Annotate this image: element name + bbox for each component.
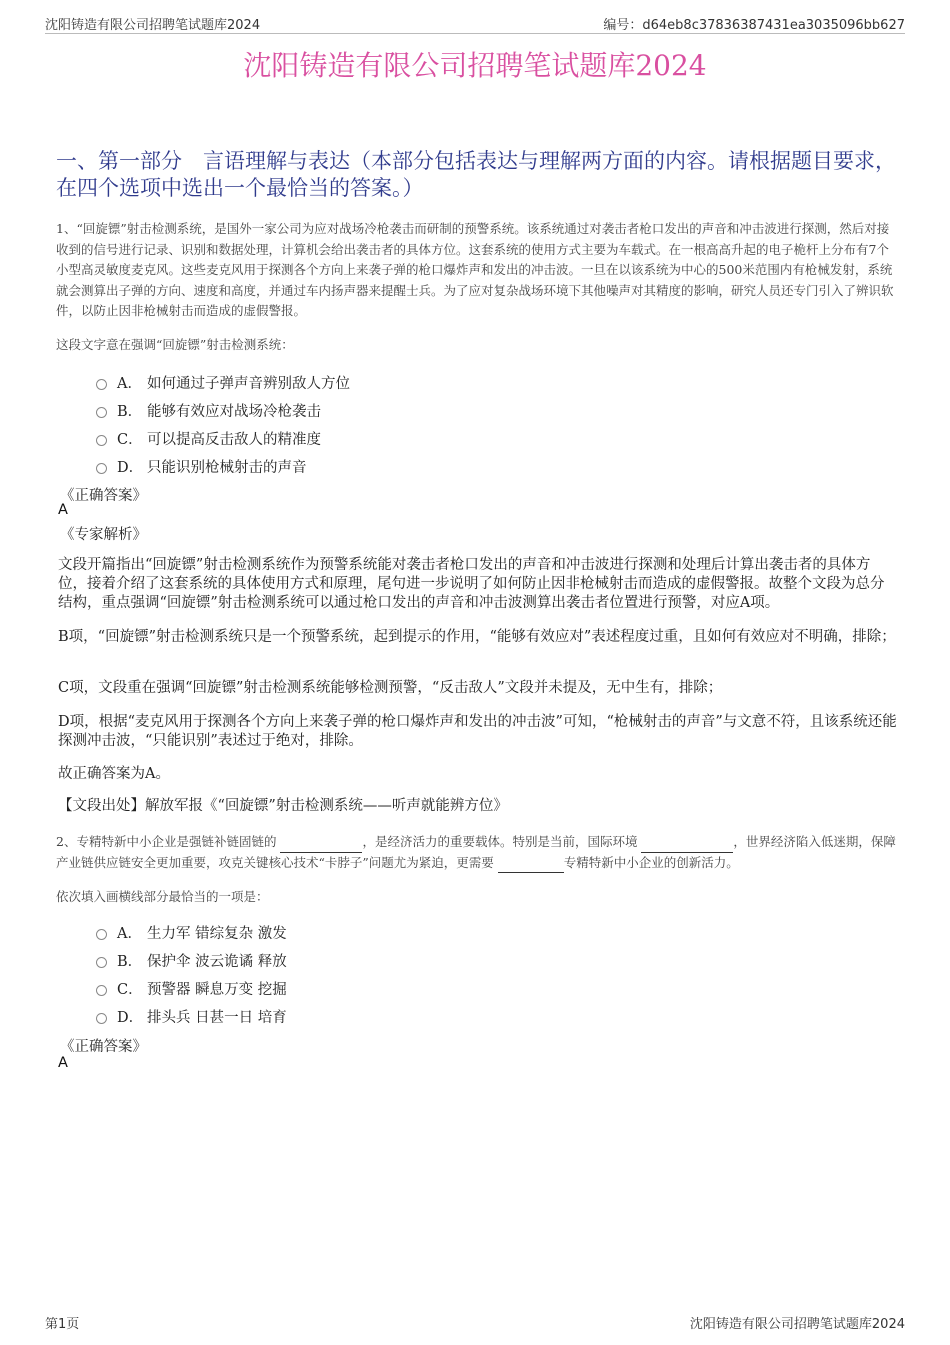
radio-icon[interactable] [96, 985, 107, 996]
radio-icon[interactable] [96, 463, 107, 474]
option-a[interactable]: A． 如何通过子弹声音辨别敌人方位 [96, 368, 350, 396]
analysis-source: 【文段出处】解放军报《“回旋镖”射击检测系统——听声就能辨方位》 [58, 798, 508, 814]
answer-label: 《正确答案》 [60, 488, 147, 504]
header-doc-id: 编号：d64eb8c37836387431ea3035096bb627 [603, 18, 905, 33]
analysis-paragraph: B项，“回旋镖”射击检测系统只是一个预警系统，起到提示的作用，“能够有效应对”表述程度过重，且如何有效应对不明确，排除； [58, 629, 896, 645]
answer-label: 《正确答案》 [60, 1039, 147, 1055]
answer-value: A [58, 502, 68, 518]
question-2-stem: 依次填入画横线部分最恰当的一项是： [56, 889, 269, 904]
option-c[interactable]: C． 可以提高反击敌人的精准度 [96, 424, 350, 452]
page-title: 沈阳铸造有限公司招聘笔试题库2024 [243, 49, 707, 82]
option-a[interactable]: A． 生力军 错综复杂 激发 [96, 918, 287, 946]
analysis-paragraph: 文段开篇指出“回旋镖”射击检测系统作为预警系统能对袭击者枪口发出的声音和冲击波进行探测和处理后计算出袭击者的具体方位，接着介绍了这套系统的具体使用方式和原理，尾句进一步说明了如何防止因非枪械射击而造成的虚假警报。故整个文段为总分结构，重点强调“回旋镖”射击检测系统可以通过枪口发出的声音和冲击波测算出袭击者位置进行预警，对应A项。 [58, 557, 885, 611]
footer-title: 沈阳铸造有限公司招聘笔试题库2024 [689, 1317, 905, 1332]
page-number: 第1页 [45, 1317, 80, 1332]
fill-blank [280, 838, 362, 853]
question-1-options [96, 368, 350, 480]
fill-blank [498, 858, 564, 873]
analysis-conclusion: 故正确答案为A。 [58, 766, 170, 782]
option-c[interactable]: C． 预警器 瞬息万变 挖掘 [96, 974, 287, 1002]
header-divider [45, 33, 905, 34]
question-2-text: 2、专精特新中小企业是强链补链固链的 ，是经济活力的重要载体。特别是当前，国际环境 ，世界经济陷入低迷期，保障产业链供应链安全更加重要，攻克关键核心技术“卡脖子”问题尤为紧迫，更需要 专精特新中小企业的创新活力。 [56, 832, 898, 873]
question-2-options [96, 918, 287, 1030]
radio-icon[interactable] [96, 929, 107, 940]
question-1-text: 1、“回旋镖”射击检测系统，是国外一家公司为应对战场冷枪袭击而研制的预警系统。该系统通过对袭击者枪口发出的声音和冲击波进行探测，然后对接收到的信号进行记录、识别和数据处理，计算机会给出袭击者的具体方位。这套系统的使用方式主要为车载式。在一根高高升起的电子桅杆上分布有7个小型高灵敏度麦克风。这些麦克风用于探测各个方向上来袭子弹的枪口爆炸声和发出的冲击波。一旦在以该系统为中心的500米范围内有枪械发射，系统就会测算出子弹的方向、速度和高度，并通过车内扬声器来提醒士兵。为了应对复杂战场环境下其他噪声对其精度的影响，研究人员还专门引入了辨识软件，以防止因非枪械射击而造成的虚假警报。 [56, 221, 894, 318]
radio-icon[interactable] [96, 407, 107, 418]
radio-icon[interactable] [96, 435, 107, 446]
header-left: 沈阳铸造有限公司招聘笔试题库2024 [45, 18, 261, 33]
question-1-stem: 这段文字意在强调“回旋镖”射击检测系统： [56, 337, 294, 352]
fill-blank [641, 838, 733, 853]
section-title: 一、第一部分 言语理解与表达（本部分包括表达与理解两方面的内容。请根据题目要求，在四个选项中选出一个最恰当的答案。） [56, 149, 896, 200]
analysis-paragraph: C项，文段重在强调“回旋镖”射击检测系统能够检测预警，“反击敌人”文段并未提及，无中生有，排除； [58, 680, 723, 696]
analysis-label: 《专家解析》 [60, 527, 147, 543]
option-d[interactable]: D． 排头兵 日甚一日 培育 [96, 1002, 287, 1030]
option-b[interactable]: B． 保护伞 波云诡谲 释放 [96, 946, 287, 974]
radio-icon[interactable] [96, 957, 107, 968]
analysis-paragraph: D项，根据“麦克风用于探测各个方向上来袭子弹的枪口爆炸声和发出的冲击波”可知，“枪械射击的声音”与文意不符，且该系统还能探测冲击波，“只能识别”表述过于绝对，排除。 [58, 714, 897, 749]
radio-icon[interactable] [96, 379, 107, 390]
option-d[interactable]: D． 只能识别枪械射击的声音 [96, 452, 350, 480]
option-b[interactable]: B． 能够有效应对战场冷枪袭击 [96, 396, 350, 424]
page-header [45, 14, 905, 32]
radio-icon[interactable] [96, 1013, 107, 1024]
answer-value: A [58, 1055, 68, 1071]
